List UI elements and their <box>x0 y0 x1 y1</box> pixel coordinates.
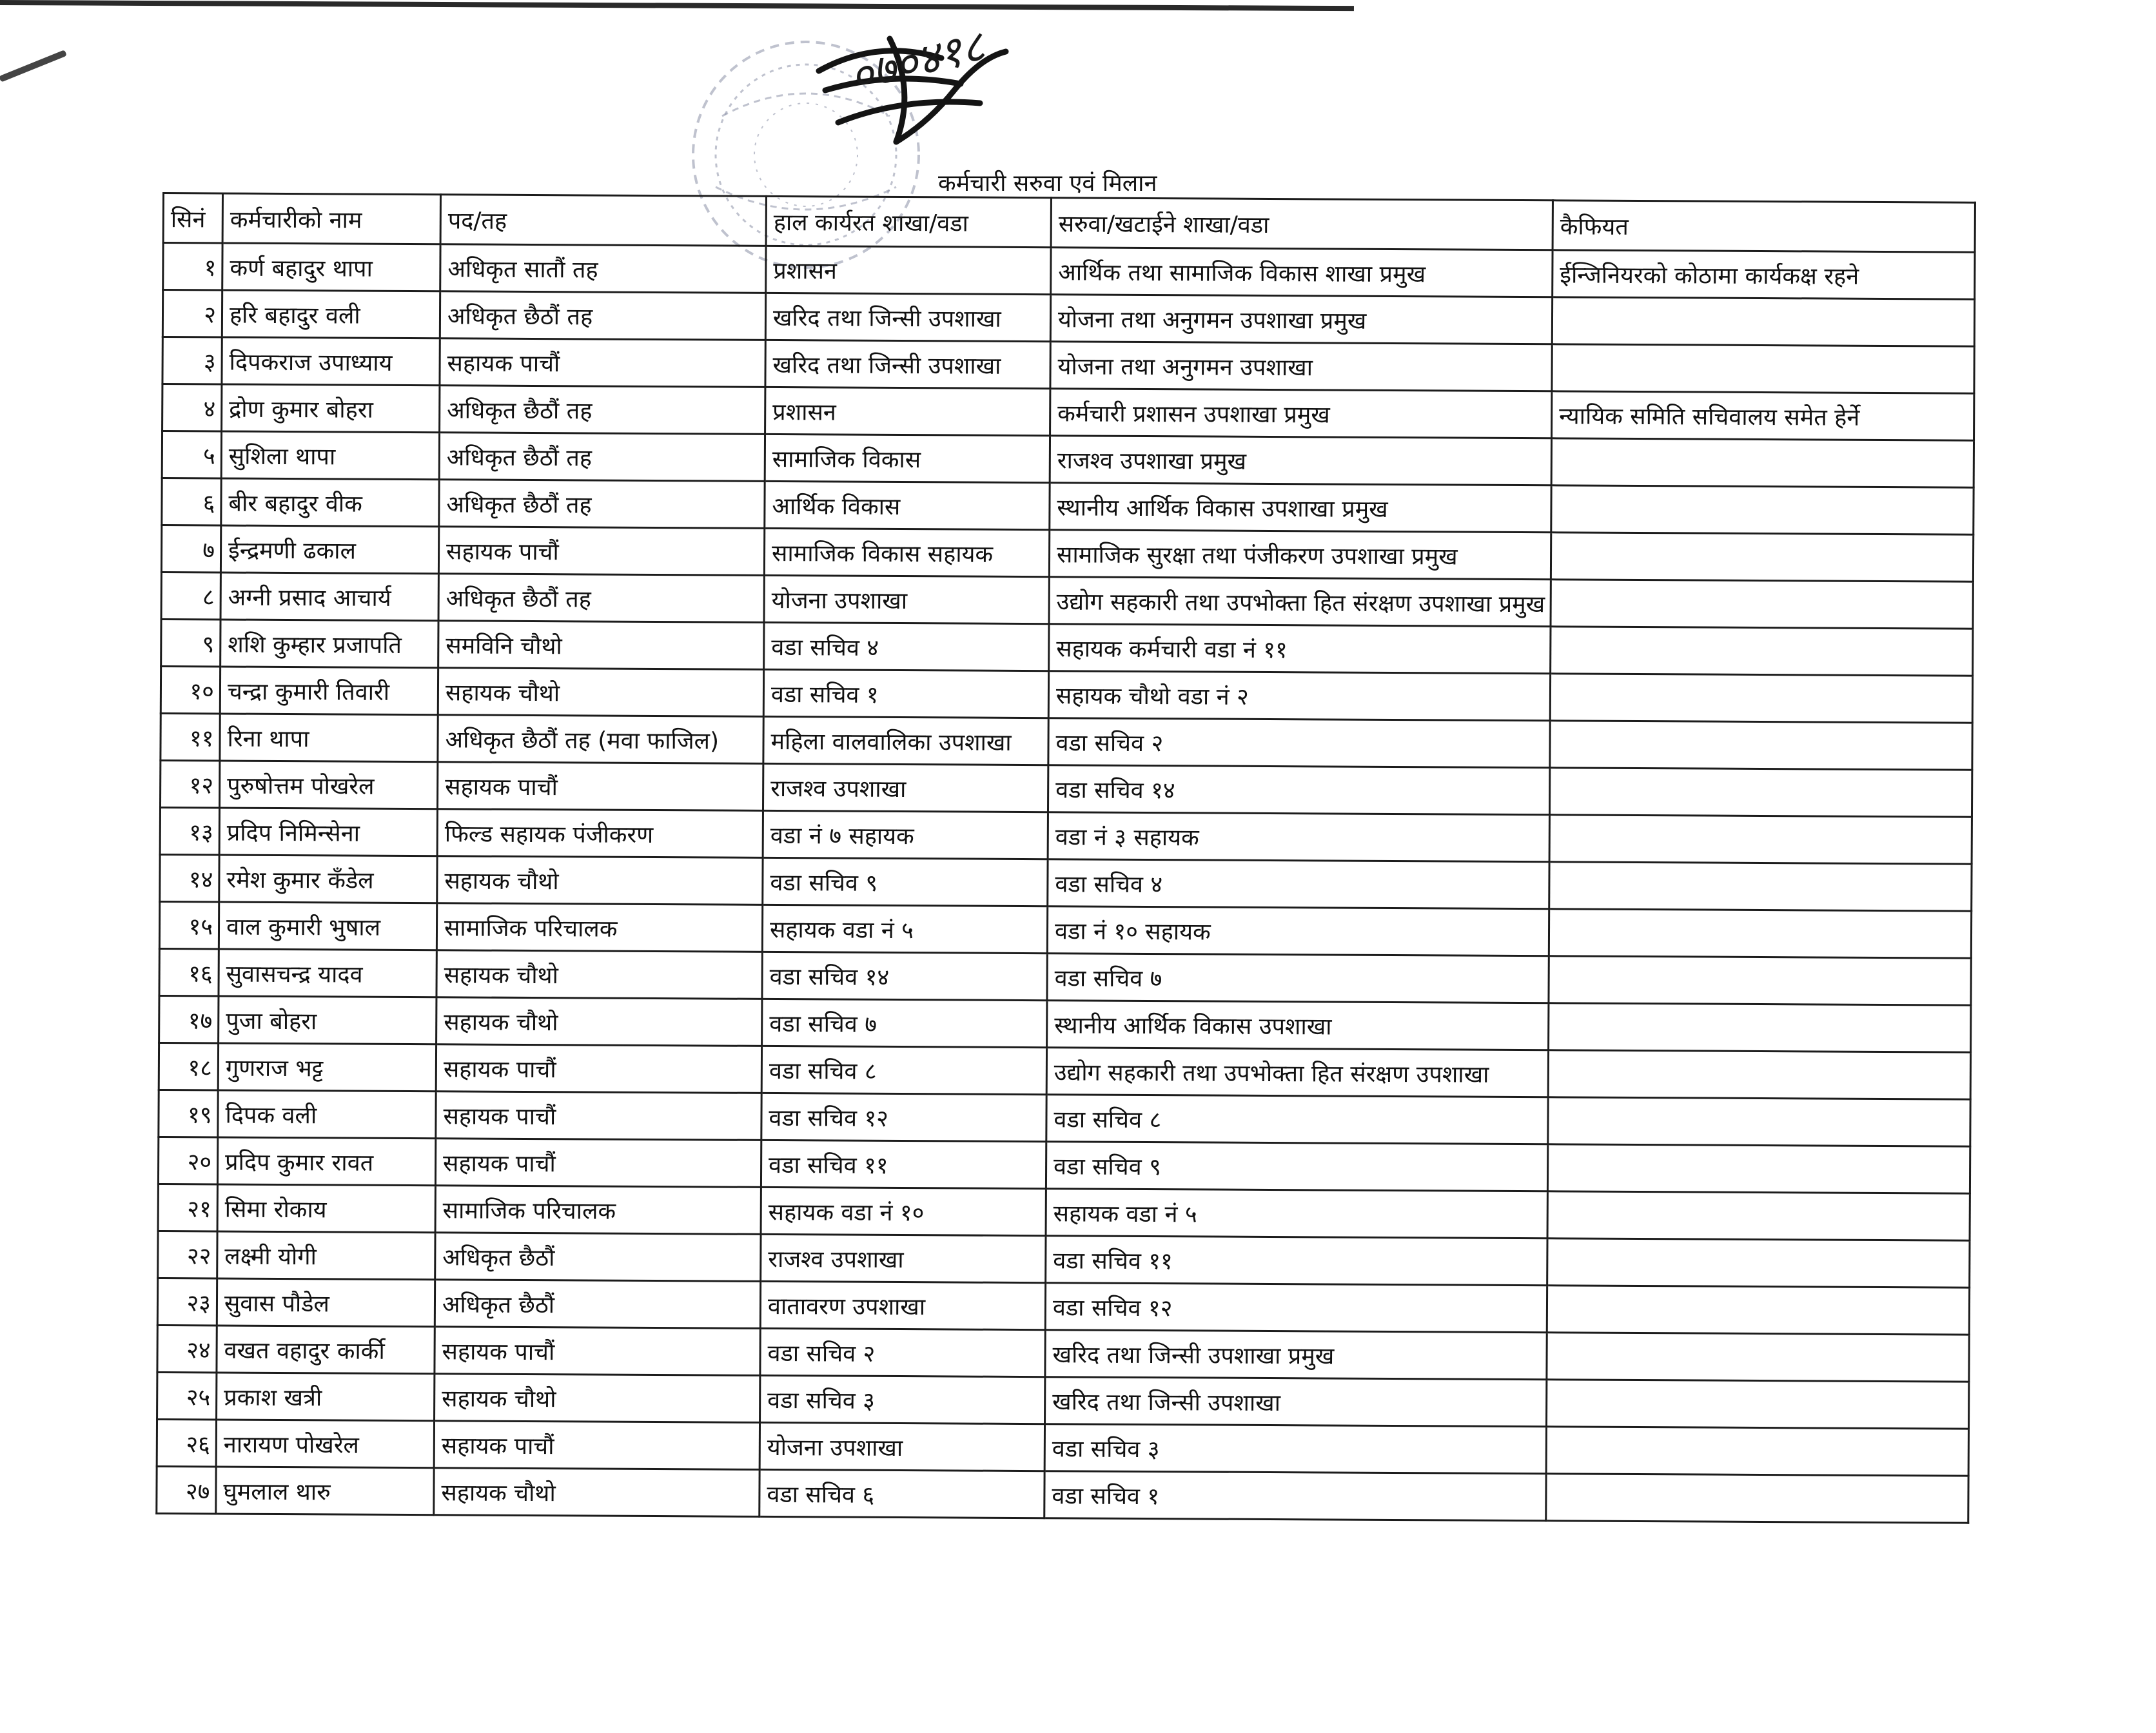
employee-name-cell: ईन्द्रमणी ढकाल <box>220 525 438 574</box>
employee-name-cell: दिपक वली <box>218 1090 436 1139</box>
transfer-branch-cell: खरिद तथा जिन्सी उपशाखा प्रमुख <box>1045 1330 1547 1380</box>
remarks-cell <box>1551 627 1973 676</box>
post-level-cell: अधिकृत छैठौं तह <box>440 386 765 435</box>
post-level-cell: सहायक पाचौं <box>434 1421 760 1470</box>
post-level-cell: सामाजिक परिचालक <box>435 1186 761 1235</box>
employee-name-cell: वाल कुमारी भुषाल <box>219 902 436 950</box>
remarks-cell <box>1549 862 1972 911</box>
remarks-cell <box>1548 1097 1970 1146</box>
employee-name-cell: प्रदिप निमिन्सेना <box>219 808 437 856</box>
employee-name-cell: सिमा रोकाय <box>217 1184 435 1233</box>
employee-name-cell: चन्द्रा कुमारी तिवारी <box>220 667 438 715</box>
transfer-branch-cell: राजश्व उपशाखा प्रमुख <box>1050 436 1551 485</box>
remarks-cell <box>1551 580 1973 629</box>
serial-cell: ९ <box>161 619 220 666</box>
current-branch-cell: वडा सचिव ८ <box>761 1046 1046 1094</box>
current-branch-cell: योजना उपशाखा <box>760 1422 1044 1471</box>
post-level-cell: सहायक चौथो <box>438 668 763 717</box>
table-header-row <box>163 193 1975 253</box>
remarks-cell <box>1551 485 1974 534</box>
serial-cell: १० <box>161 666 220 713</box>
serial-cell: २ <box>162 290 222 337</box>
remarks-cell <box>1549 815 1972 864</box>
current-branch-cell: वडा सचिव ६ <box>760 1469 1044 1518</box>
serial-cell: २२ <box>158 1231 217 1278</box>
header-current-branch: हाल कार्यरत शाखा/वडा <box>766 196 1051 247</box>
transfer-branch-cell: वडा सचिव १ <box>1044 1471 1546 1521</box>
post-level-cell: सहायक चौथो <box>436 997 762 1046</box>
transfer-branch-cell: आर्थिक तथा सामाजिक विकास शाखा प्रमुख <box>1051 248 1553 297</box>
post-level-cell: अधिकृत छैठौं तह <box>439 433 765 482</box>
employee-name-cell: रिना थापा <box>220 714 438 762</box>
current-branch-cell: वडा सचिव ११ <box>761 1140 1046 1188</box>
header-post-level: पद/तह <box>440 195 766 246</box>
transfer-branch-cell: वडा सचिव २ <box>1048 718 1550 768</box>
serial-cell: १९ <box>159 1090 218 1137</box>
post-level-cell: सहायक पाचौं <box>435 1139 761 1188</box>
post-level-cell: सहायक पाचौं <box>438 527 764 576</box>
transfer-branch-cell: कर्मचारी प्रशासन उपशाखा प्रमुख <box>1050 389 1552 438</box>
signature-date: ०७०४१८ <box>845 21 990 104</box>
employee-name-cell: सुवासचन्द्र यादव <box>219 949 436 997</box>
remarks-cell: ईन्जिनियरको कोठामा कार्यकक्ष रहने <box>1553 250 1975 299</box>
current-branch-cell: सहायक वडा नं ५ <box>762 905 1047 953</box>
current-branch-cell: वडा सचिव १२ <box>761 1093 1046 1141</box>
current-branch-cell: वडा सचिव १ <box>763 669 1048 718</box>
serial-cell: १६ <box>159 948 219 995</box>
current-branch-cell: योजना उपशाखा <box>764 575 1049 623</box>
employee-name-cell: पुजा बोहरा <box>219 996 436 1044</box>
header-transfer-branch: सरुवा/खटाईने शाखा/वडा <box>1051 198 1553 250</box>
current-branch-cell: प्रशासन <box>765 387 1050 435</box>
current-branch-cell: वातावरण उपशाखा <box>760 1281 1045 1329</box>
remarks-cell <box>1551 438 1974 487</box>
remarks-cell <box>1546 1474 1968 1523</box>
transfer-branch-cell: वडा सचिव ४ <box>1048 859 1549 909</box>
transfer-branch-cell: सहायक चौथो वडा नं २ <box>1048 671 1550 721</box>
current-branch-cell: प्रशासन <box>766 246 1051 294</box>
post-level-cell: सहायक चौथो <box>435 1374 760 1423</box>
transfer-branch-cell: स्थानीय आर्थिक विकास उपशाखा <box>1047 1001 1549 1050</box>
post-level-cell: अधिकृत सातौं तह <box>440 244 766 293</box>
serial-cell: १ <box>163 243 222 290</box>
current-branch-cell: वडा सचिव ४ <box>764 622 1049 671</box>
remarks-cell <box>1547 1191 1970 1240</box>
post-level-cell: अधिकृत छैठौं तह <box>439 480 765 529</box>
transfer-branch-cell: उद्योग सहकारी तथा उपभोक्ता हित संरक्षण उपशाखा प्रमुख <box>1049 577 1551 627</box>
current-branch-cell: वडा नं ७ सहायक <box>763 810 1048 859</box>
current-branch-cell: वडा सचिव १४ <box>762 952 1047 1000</box>
transfer-branch-cell: वडा सचिव ८ <box>1046 1095 1548 1144</box>
remarks-cell <box>1552 297 1974 346</box>
employee-name-cell: नारायण पोखरेल <box>216 1420 434 1468</box>
current-branch-cell: वडा सचिव ३ <box>760 1375 1045 1424</box>
remarks-cell <box>1546 1427 1968 1476</box>
serial-cell: १७ <box>159 995 219 1043</box>
post-level-cell: अधिकृत छैठौं तह <box>440 291 765 340</box>
employee-name-cell: वखत वहादुर कार्की <box>217 1326 435 1374</box>
remarks-cell <box>1547 1333 1969 1382</box>
serial-cell: ३ <box>162 337 222 384</box>
serial-cell: ७ <box>161 525 220 573</box>
transfer-branch-cell: योजना तथा अनुगमन उपशाखा प्रमुख <box>1050 295 1552 344</box>
current-branch-cell: आर्थिक विकास <box>765 481 1050 529</box>
remarks-cell <box>1549 909 1971 958</box>
employee-name-cell: घुमलाल थारु <box>216 1467 434 1515</box>
transfer-branch-cell: वडा सचिव १२ <box>1045 1283 1547 1333</box>
remarks-cell <box>1549 768 1972 817</box>
post-level-cell: सहायक चौथो <box>434 1468 760 1517</box>
remarks-cell <box>1547 1144 1970 1193</box>
remarks-cell <box>1550 721 1972 770</box>
employee-name-cell: प्रदिप कुमार रावत <box>217 1137 435 1186</box>
post-level-cell: सामाजिक परिचालक <box>436 903 762 952</box>
remarks-cell <box>1549 956 1971 1005</box>
remarks-cell <box>1547 1239 1970 1288</box>
header-serial: सिनं <box>163 193 222 243</box>
post-level-cell: अधिकृत छैठौं तह <box>438 574 764 623</box>
post-level-cell: समविनि चौथो <box>438 621 764 670</box>
serial-cell: ६ <box>162 478 221 525</box>
transfer-branch-cell: वडा सचिव ११ <box>1046 1236 1547 1286</box>
current-branch-cell: राजश्व उपशाखा <box>761 1234 1046 1282</box>
remarks-cell <box>1547 1286 1969 1335</box>
employee-name-cell: दिपकराज उपाध्याय <box>222 337 440 386</box>
employee-name-cell: सुशिला थापा <box>221 431 439 480</box>
header-remarks: कैफियत <box>1553 201 1975 252</box>
post-level-cell: अधिकृत छैठौं <box>435 1280 760 1329</box>
remarks-cell <box>1548 1050 1970 1099</box>
serial-cell: ४ <box>162 384 222 431</box>
serial-cell: १८ <box>159 1043 218 1090</box>
transfer-branch-cell: सहायक कर्मचारी वडा नं ११ <box>1049 624 1551 674</box>
current-branch-cell: खरिद तथा जिन्सी उपशाखा <box>765 340 1050 388</box>
serial-cell: २३ <box>157 1278 217 1325</box>
remarks-cell <box>1547 1380 1969 1429</box>
employee-name-cell: हरि बहादुर वली <box>222 290 440 338</box>
current-branch-cell: खरिद तथा जिन्सी उपशाखा <box>765 293 1050 341</box>
transfer-branch-cell: वडा सचिव ३ <box>1044 1424 1546 1474</box>
employee-name-cell: लक्ष्मी योगी <box>217 1231 435 1280</box>
serial-cell: १३ <box>160 807 219 854</box>
table-row <box>157 1466 1968 1523</box>
transfer-branch-cell: स्थानीय आर्थिक विकास उपशाखा प्रमुख <box>1050 483 1551 533</box>
serial-cell: २७ <box>157 1466 216 1513</box>
current-branch-cell: वडा सचिव २ <box>760 1328 1045 1376</box>
remarks-cell <box>1551 533 1973 582</box>
current-branch-cell: राजश्व उपशाखा <box>763 763 1048 812</box>
employee-name-cell: शशि कुम्हार प्रजापति <box>220 620 438 668</box>
current-branch-cell: सामाजिक विकास सहायक <box>764 528 1049 576</box>
transfer-table <box>155 192 1976 1524</box>
post-level-cell: सहायक चौथो <box>437 856 763 905</box>
remarks-cell: न्यायिक समिति सचिवालय समेत हेर्ने <box>1552 391 1974 440</box>
employee-name-cell: कर्ण बहादुर थापा <box>222 243 440 291</box>
serial-cell: १४ <box>160 854 219 901</box>
employee-name-cell: गुणराज भट्ट <box>218 1043 436 1092</box>
serial-cell: ११ <box>161 713 220 760</box>
post-level-cell: सहायक पाचौं <box>436 1044 761 1093</box>
serial-cell: २४ <box>157 1325 217 1372</box>
employee-name-cell: प्रकाश खत्री <box>217 1373 435 1421</box>
employee-name-cell: पुरुषोत्तम पोखरेल <box>220 761 438 809</box>
serial-cell: २० <box>158 1137 217 1184</box>
current-branch-cell: सहायक वडा नं १० <box>761 1187 1046 1235</box>
post-level-cell: अधिकृत छैठौं <box>435 1233 761 1282</box>
post-level-cell: सहायक पाचौं <box>437 762 763 811</box>
transfer-table-container <box>155 192 1974 1524</box>
employee-name-cell: सुवास पौडेल <box>217 1278 435 1327</box>
scan-top-edge <box>0 0 1354 11</box>
remarks-cell <box>1550 674 1972 723</box>
table-body <box>157 243 1975 1523</box>
serial-cell: २६ <box>157 1419 216 1466</box>
post-level-cell: फिल्ड सहायक पंजीकरण <box>437 809 763 858</box>
post-level-cell: सहायक पाचौं <box>435 1327 760 1376</box>
transfer-branch-cell: वडा सचिव १४ <box>1048 765 1549 815</box>
document-title: कर्मचारी सरुवा एवं मिलान <box>938 170 1157 197</box>
serial-cell: ८ <box>161 572 220 619</box>
employee-name-cell: रमेश कुमार कँडेल <box>219 855 437 903</box>
transfer-branch-cell: वडा सचिव ९ <box>1046 1142 1547 1191</box>
header-employee-name: कर्मचारीको नाम <box>222 193 440 244</box>
employee-name-cell: अग्नी प्रसाद आचार्य <box>220 573 438 621</box>
serial-cell: २५ <box>157 1372 217 1419</box>
current-branch-cell: महिला वालवालिका उपशाखा <box>763 716 1048 765</box>
post-level-cell: सहायक पाचौं <box>436 1092 761 1141</box>
serial-cell: ५ <box>162 431 221 478</box>
current-branch-cell: वडा सचिव ९ <box>763 857 1048 906</box>
remarks-cell <box>1552 344 1974 393</box>
employee-name-cell: द्रोण कुमार बोहरा <box>222 384 440 433</box>
serial-cell: २१ <box>158 1184 217 1231</box>
transfer-branch-cell: उद्योग सहकारी तथा उपभोक्ता हित संरक्षण उपशाखा <box>1046 1048 1548 1097</box>
transfer-branch-cell: वडा नं ३ सहायक <box>1048 812 1549 862</box>
transfer-branch-cell: वडा नं १० सहायक <box>1047 906 1549 956</box>
transfer-branch-cell: योजना तथा अनुगमन उपशाखा <box>1050 342 1552 391</box>
post-level-cell: सहायक पाचौं <box>440 338 765 387</box>
scan-corner-mark <box>0 50 67 82</box>
transfer-branch-cell: सहायक वडा नं ५ <box>1046 1189 1547 1239</box>
serial-cell: १५ <box>159 901 219 948</box>
post-level-cell: अधिकृत छैठौं तह (मवा फाजिल) <box>438 715 763 764</box>
remarks-cell <box>1549 1003 1971 1052</box>
transfer-branch-cell: वडा सचिव ७ <box>1047 954 1549 1003</box>
current-branch-cell: सामाजिक विकास <box>765 434 1050 482</box>
post-level-cell: सहायक चौथो <box>436 950 762 999</box>
current-branch-cell: वडा सचिव ७ <box>762 999 1047 1047</box>
transfer-branch-cell: खरिद तथा जिन्सी उपशाखा <box>1045 1377 1547 1427</box>
transfer-branch-cell: सामाजिक सुरक्षा तथा पंजीकरण उपशाखा प्रमुख <box>1049 530 1551 580</box>
employee-name-cell: बीर बहादुर वीक <box>221 478 439 527</box>
serial-cell: १२ <box>161 760 220 807</box>
